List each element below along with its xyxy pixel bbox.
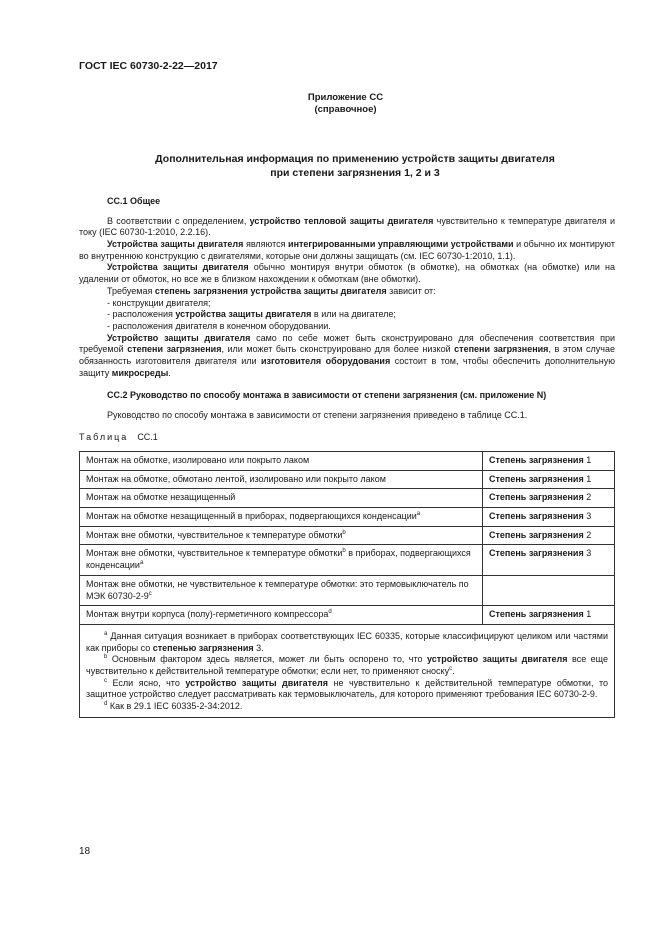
text: Основным фактором здесь является, может ли быть оспорено то, что bbox=[107, 654, 428, 665]
caption-number: СС.1 bbox=[137, 432, 158, 442]
annex-subtitle: (справочное) bbox=[314, 104, 377, 116]
mounting-text: Монтаж на обмотке незащищенный bbox=[86, 492, 236, 503]
mounting-cell bbox=[80, 508, 483, 527]
table-caption bbox=[79, 432, 158, 444]
degree-cell bbox=[483, 452, 615, 471]
mounting-text: Монтаж на обмотке, обмотано лентой, изолировано или покрыто лаком bbox=[86, 473, 386, 484]
mounting-cell bbox=[80, 575, 483, 605]
mounting-text: Монтаж вне обмотки, не чувствительное к температуре обмотки: это термовыключатель по МЭК 60730-2-9 bbox=[86, 578, 469, 601]
mounting-cell bbox=[80, 606, 483, 625]
cc1-paragraph-4 bbox=[79, 286, 615, 298]
text: чувствительно к температуре двигателя и току (IEC 60730-1:2010, 2.2.16). bbox=[79, 215, 615, 238]
footnote-ref: c bbox=[148, 590, 152, 597]
footnote-b bbox=[86, 654, 608, 677]
table-row bbox=[80, 452, 615, 471]
degree-label: Степень загрязнения bbox=[489, 511, 584, 522]
text: Требуемая bbox=[107, 285, 155, 296]
cc2-paragraph-1: Руководство по способу монтажа в зависимости от степени загрязнения приведено в таблице СС.1. bbox=[107, 409, 528, 420]
term: степени загрязнения bbox=[454, 344, 549, 355]
table-row bbox=[80, 545, 615, 575]
text: Если ясно, что bbox=[107, 677, 186, 688]
degree-cell bbox=[483, 489, 615, 508]
footnote-mark: d bbox=[104, 701, 108, 707]
footnote-mark: c bbox=[104, 677, 107, 684]
term: интегрированными управляющими устройствами bbox=[288, 239, 514, 250]
text: являются bbox=[243, 239, 289, 250]
text: В соответствии с определением, bbox=[107, 215, 250, 226]
term: микросреды bbox=[111, 367, 169, 378]
mounting-text: Монтаж вне обмотки, чувствительное к температуре обмотки bbox=[86, 529, 343, 540]
cc2-heading: СС.2 Руководство по способу монтажа в зависимости от степени загрязнения (см. приложение N) bbox=[107, 390, 547, 400]
annex-title: Приложение СС bbox=[307, 92, 384, 103]
degree-label: Степень загрязнения bbox=[489, 455, 584, 465]
cc1-paragraph-2 bbox=[79, 239, 615, 262]
footnote-c bbox=[86, 678, 608, 701]
term: изготовителя оборудования bbox=[261, 355, 391, 366]
term: устройство тепловой защиты двигателя bbox=[249, 215, 434, 226]
text: , в этом случае обязанность изготовителя двигателя или bbox=[79, 344, 615, 366]
page-number: 18 bbox=[79, 846, 91, 857]
mounting-cell bbox=[80, 452, 483, 471]
term: Устройство защиты двигателя bbox=[107, 332, 251, 343]
footnote-mark: b bbox=[104, 654, 108, 661]
list-item: - расположения двигателя в конечном оборудовании. bbox=[107, 320, 331, 331]
annex-heading bbox=[0, 92, 661, 117]
mounting-cell bbox=[80, 545, 483, 575]
term: степенью загрязнения bbox=[152, 642, 254, 653]
term: устройство защиты двигателя bbox=[185, 677, 328, 688]
degree-value: 1 bbox=[586, 609, 592, 620]
degree-value: 2 bbox=[586, 492, 592, 503]
text: 3. bbox=[253, 642, 264, 653]
degree-cell bbox=[483, 508, 615, 527]
degree-value: 2 bbox=[586, 529, 592, 540]
main-title-line2: при степени загрязнения 1, 2 и 3 bbox=[270, 166, 440, 179]
table-row bbox=[80, 508, 615, 527]
degree-value: 3 bbox=[586, 548, 592, 559]
degree-value: 1 bbox=[586, 455, 592, 465]
footnote-a bbox=[86, 631, 608, 654]
mounting-cell bbox=[80, 489, 483, 508]
caption-word: Таблица bbox=[79, 432, 129, 442]
footnote-ref: d bbox=[328, 609, 332, 616]
text: все еще чувствительно к действительной температуре обмотки; если нет, то применяют сноску bbox=[86, 654, 608, 676]
footnote-ref: a bbox=[416, 511, 421, 518]
text: - расположения bbox=[107, 309, 176, 320]
degree-label: Степень загрязнения bbox=[489, 473, 584, 484]
degree-cell bbox=[483, 526, 615, 545]
table-body bbox=[80, 452, 615, 718]
footnote-ref: b bbox=[342, 529, 346, 536]
table-notes-row bbox=[80, 624, 615, 717]
standard-designation: ГОСТ IEC 60730-2-22—2017 bbox=[79, 60, 218, 72]
list-item bbox=[79, 309, 615, 321]
degree-cell bbox=[483, 575, 615, 605]
text: . bbox=[452, 665, 455, 676]
degree-value: 3 bbox=[586, 511, 592, 522]
footnote-ref: c bbox=[449, 665, 453, 672]
degree-label: Степень загрязнения bbox=[489, 609, 584, 620]
degree-label: Степень загрязнения bbox=[489, 492, 584, 503]
degree-value: 1 bbox=[586, 473, 592, 484]
text: Данная ситуация возникает в приборах соответствующих IEC 60335, которые классифицируют целиком или частями как приборы со bbox=[86, 630, 608, 653]
cc1-paragraph-5 bbox=[79, 333, 615, 380]
pollution-degree-table bbox=[79, 451, 615, 718]
footnote-mark: a bbox=[104, 630, 108, 637]
degree-label: Степень загрязнения bbox=[489, 529, 584, 540]
footnote-ref: a bbox=[139, 560, 144, 567]
text: состоит в том, чтобы обеспечить дополнительную защиту bbox=[79, 355, 615, 378]
degree-label: Степень загрязнения bbox=[489, 548, 584, 559]
term: устройство защиты двигателя bbox=[427, 654, 568, 665]
text: Как в 29.1 IEC 60335-2-34:2012. bbox=[107, 701, 243, 711]
text: само по себе может быть сконструировано для обеспечения соответствия при требуемой bbox=[79, 332, 615, 355]
mounting-text: Монтаж внутри корпуса (полу)-герметичного компрессора bbox=[86, 609, 329, 620]
table-row bbox=[80, 489, 615, 508]
main-title-line1: Дополнительная информация по применению устройств защиты двигателя bbox=[155, 153, 555, 165]
mounting-text: в приборах, подвергающихся конденсации bbox=[86, 548, 471, 571]
footnote-ref: b bbox=[342, 548, 346, 555]
mounting-cell bbox=[80, 470, 483, 489]
mounting-cell bbox=[80, 526, 483, 545]
degree-cell bbox=[483, 606, 615, 625]
mounting-text: Монтаж вне обмотки, чувствительное к температуре обмотки bbox=[86, 548, 343, 559]
text: . bbox=[168, 367, 171, 378]
cc1-heading: СС.1 Общее bbox=[107, 196, 161, 206]
text: не чувствительно к действительной температуре обмотки, то защитное устройство следует рассматривать как термовыключатель, для которого применяют требования IEC 60730-2-9. bbox=[86, 677, 609, 700]
footnote-d bbox=[86, 701, 608, 713]
text: обычно монтируя внутри обмоток (в обмотке), на обмотках (на обмотке) или на удалении от обмоток, но все же в близком нахождении к обмоткам (вне обмотки). bbox=[79, 262, 615, 285]
mounting-text: Монтаж на обмотке, изолировано или покрыто лаком bbox=[86, 455, 310, 465]
list-item: - конструкции двигателя; bbox=[107, 297, 211, 308]
degree-cell bbox=[483, 545, 615, 575]
term: степени загрязнения bbox=[127, 344, 222, 355]
term: Устройства защиты двигателя bbox=[107, 262, 249, 273]
term: степень загрязнения устройства защиты двигателя bbox=[154, 285, 387, 296]
term: устройства защиты двигателя bbox=[175, 309, 312, 320]
table-row bbox=[80, 470, 615, 489]
cc1-paragraph-1 bbox=[79, 216, 615, 239]
text: , или может быть сконструировано для более низкой bbox=[221, 344, 455, 355]
table-notes bbox=[80, 624, 615, 717]
text: в или на двигателе; bbox=[311, 309, 396, 320]
mounting-text: Монтаж на обмотке незащищенный в приборах, подвергающихся конденсации bbox=[86, 511, 417, 522]
main-title bbox=[110, 153, 600, 180]
table-row bbox=[80, 575, 615, 605]
section-cc2 bbox=[79, 390, 615, 421]
table-row bbox=[80, 606, 615, 625]
text: зависит от: bbox=[386, 285, 436, 296]
term: Устройства защиты двигателя bbox=[107, 239, 244, 250]
degree-cell bbox=[483, 470, 615, 489]
cc1-paragraph-3 bbox=[79, 262, 615, 285]
section-cc1 bbox=[79, 196, 615, 379]
table-row bbox=[80, 526, 615, 545]
text: и обычно их монтируют во внутреннюю конструкцию с двигателями, которые они должны защищать (см. IEC 60730-1:2010, 1.1). bbox=[79, 239, 615, 261]
